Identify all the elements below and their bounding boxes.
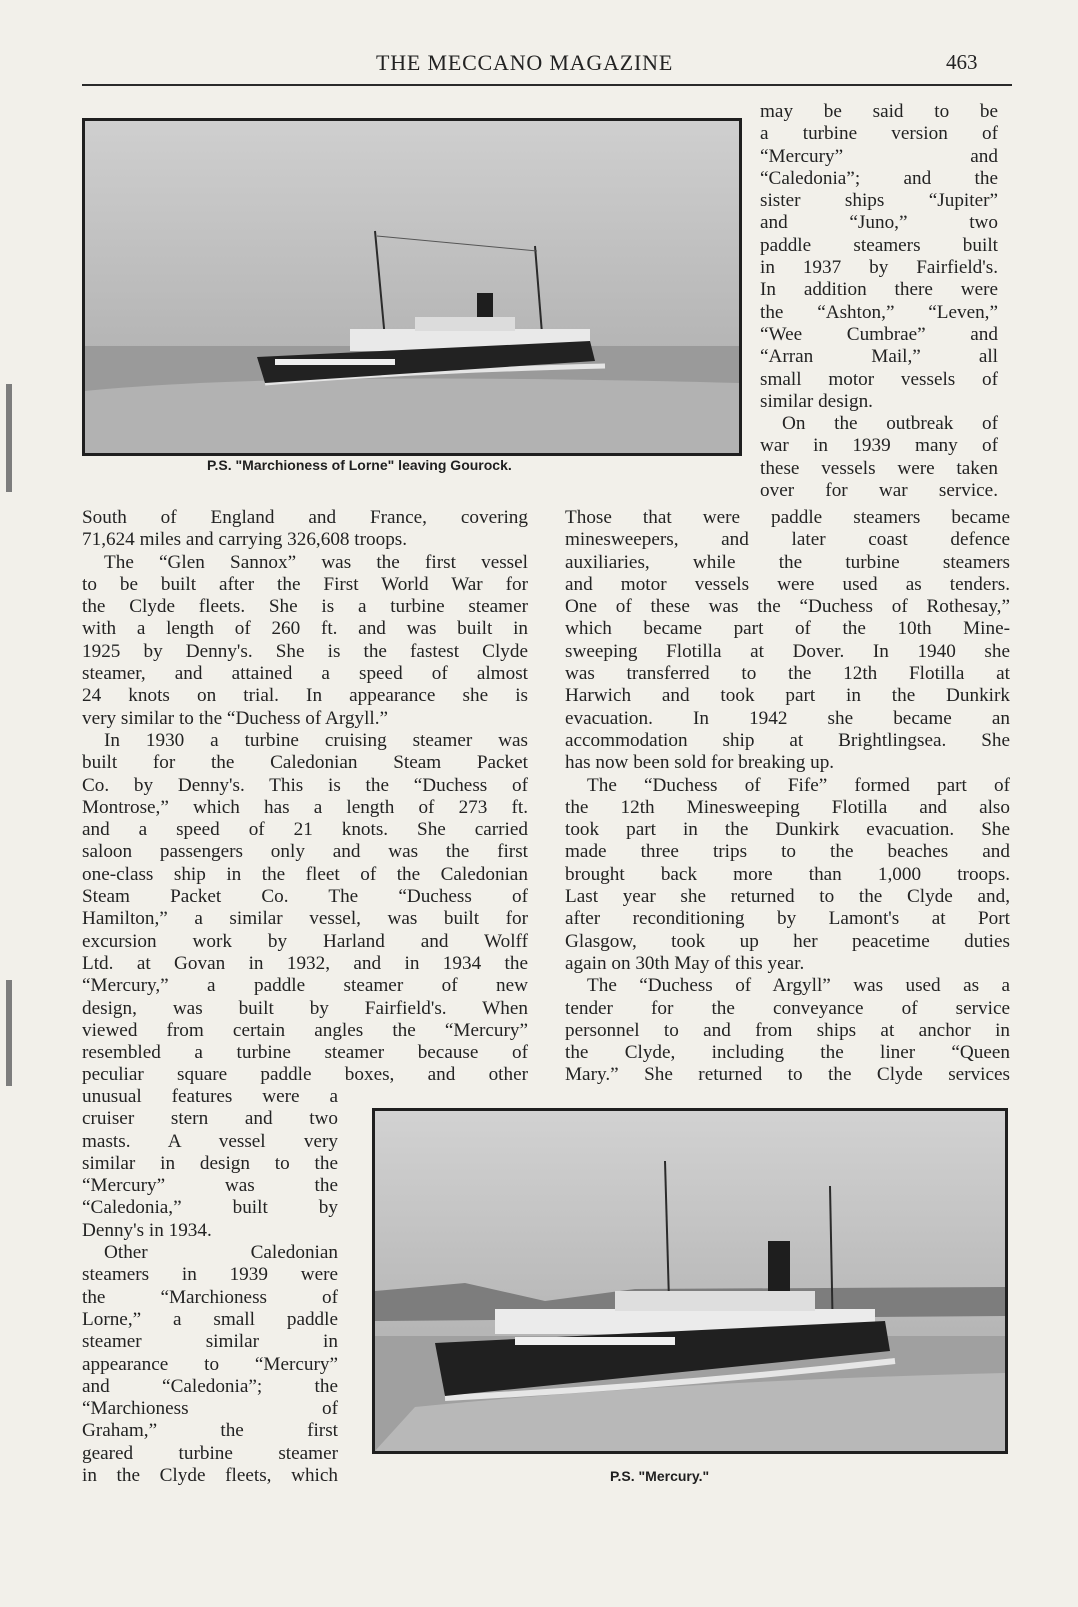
text-line: geared turbine steamer	[82, 1442, 338, 1464]
text-line: to be built after the First World War for	[82, 573, 528, 595]
text-line: Denny's in 1934.	[82, 1219, 212, 1241]
text-line: steamer similar in	[82, 1331, 338, 1353]
text-line: appearance to “Mercury”	[82, 1353, 338, 1375]
text-line: The “Glen Sannox” was the first vessel	[104, 551, 528, 573]
text-line: over for war service.	[760, 480, 998, 502]
text-line: in the Clyde fleets, which	[82, 1465, 338, 1487]
text-column-left	[82, 507, 528, 1087]
text-line: again on 30th May of this year.	[565, 952, 805, 974]
text-line: very similar to the “Duchess of Argyll.”	[82, 707, 389, 729]
text-line: The “Duchess of Argyll” was used as a	[587, 975, 1010, 997]
figure-caption: P.S. "Marchioness of Lorne" leaving Gourock.	[207, 457, 512, 473]
magazine-title: THE MECCANO MAGAZINE	[376, 50, 674, 75]
text-line: the “Marchioness of	[82, 1286, 338, 1308]
text-line: war in 1939 many of	[760, 435, 998, 457]
text-line: has now been sold for breaking up.	[565, 752, 835, 774]
text-line: The “Duchess of Fife” formed part of	[587, 774, 1010, 796]
steamer-photo-graphic	[375, 1111, 1005, 1451]
text-line: cruiser stern and two	[82, 1108, 338, 1130]
scan-margin-mark	[6, 384, 12, 492]
text-line: Harwich and took part in the Dunkirk	[565, 685, 1010, 707]
text-line: Mary.” She returned to the Clyde services	[565, 1064, 1010, 1086]
text-line: minesweepers, and later coast defence	[565, 529, 1010, 551]
text-line: “Caledonia,” built by	[82, 1197, 338, 1219]
text-line: steamer, and attained a speed of almost	[82, 663, 528, 685]
text-line: design, was built by Fairfield's. When	[82, 997, 528, 1019]
text-line: “Mercury” and	[760, 145, 998, 167]
text-line: saloon passengers only and was the first	[82, 841, 528, 863]
text-line: personnel to and from ships at anchor in	[565, 1019, 1010, 1041]
text-line: 24 knots on trial. In appearance she is	[82, 685, 528, 707]
text-line: South of England and France, covering	[82, 507, 528, 528]
text-line: 71,624 miles and carrying 326,608 troops.	[82, 529, 408, 551]
text-line: after reconditioning by Lamont's at Port	[565, 908, 1010, 930]
text-line: evacuation. In 1942 she became an	[565, 707, 1010, 729]
text-line: viewed from certain angles the “Mercury”	[82, 1019, 528, 1041]
text-line: Lorne,” a small paddle	[82, 1308, 338, 1330]
text-line: the “Ashton,” “Leven,”	[760, 301, 998, 323]
text-line: steamers in 1939 were	[82, 1264, 338, 1286]
text-line: accommodation ship at Brightlingsea. She	[565, 729, 1010, 751]
text-line: “Mercury,” a paddle steamer of new	[82, 975, 528, 997]
text-line: one-class ship in the fleet of the Caledonian	[82, 863, 528, 885]
text-line: “Arran Mail,” all	[760, 346, 998, 368]
figure-caption: P.S. "Mercury."	[610, 1468, 710, 1484]
text-line: Those that were paddle steamers became	[565, 507, 1010, 528]
page-number: 463	[946, 50, 978, 74]
text-line: sister ships “Jupiter”	[760, 190, 998, 212]
text-line: Other Caledonian	[104, 1242, 338, 1264]
text-line: Graham,” the first	[82, 1420, 338, 1442]
text-line: Ltd. at Govan in 1932, and in 1934 the	[82, 952, 528, 974]
text-line: 1925 by Denny's. She is the fastest Clyde	[82, 640, 528, 662]
text-line: and “Caledonia”; the	[82, 1375, 338, 1397]
scan-margin-mark	[6, 980, 12, 1086]
text-line: “Mercury” was the	[82, 1175, 338, 1197]
photo-mercury	[372, 1108, 1008, 1454]
text-line: took part in the Dunkirk evacuation. She	[565, 819, 1010, 841]
text-line: similar in design to the	[82, 1152, 338, 1174]
text-line: resembled a turbine steamer because of	[82, 1042, 528, 1064]
text-line: the Clyde fleets. She is a turbine steamer	[82, 596, 528, 618]
text-line: Last year she returned to the Clyde and,	[565, 886, 1010, 908]
photo-marchioness-of-lorne	[82, 118, 742, 456]
text-line: One of these was the “Duchess of Rothesay,”	[565, 596, 1010, 618]
steamer-photo-graphic	[85, 121, 739, 453]
text-line: the 12th Minesweeping Flotilla and also	[565, 796, 1010, 818]
text-line: the Clyde, including the liner “Queen	[565, 1042, 1010, 1064]
text-line: which became part of the 10th Mine-	[565, 618, 1010, 640]
text-line: paddle steamers built	[760, 234, 998, 256]
text-line: sweeping Flotilla at Dover. In 1940 she	[565, 640, 1010, 662]
text-line: built for the Caledonian Steam Packet	[82, 752, 528, 774]
text-line: “Wee Cumbrae” and	[760, 323, 998, 345]
text-line: in 1937 by Fairfield's.	[760, 257, 998, 279]
text-column-left-narrow	[82, 1086, 338, 1487]
text-line: and “Juno,” two	[760, 212, 998, 234]
text-line: In 1930 a turbine cruising steamer was	[104, 729, 528, 751]
text-line: excursion work by Harland and Wolff	[82, 930, 528, 952]
text-line: and a speed of 21 knots. She carried	[82, 819, 528, 841]
text-line: On the outbreak of	[782, 413, 998, 435]
text-line: Montrose,” which has a length of 273 ft.	[82, 796, 528, 818]
text-line: “Marchioness of	[82, 1398, 338, 1420]
text-line: these vessels were taken	[760, 457, 998, 479]
text-line: unusual features were a	[82, 1086, 338, 1107]
text-line: may be said to be	[760, 101, 998, 122]
text-column-top-right	[760, 101, 998, 502]
text-line: In addition there were	[760, 279, 998, 301]
text-line: brought back more than 1,000 troops.	[565, 863, 1010, 885]
text-line: was transferred to the 12th Flotilla at	[565, 663, 1010, 685]
text-line: masts. A vessel very	[82, 1130, 338, 1152]
text-line: small motor vessels of	[760, 368, 998, 390]
text-line: made three trips to the beaches and	[565, 841, 1010, 863]
text-line: Co. by Denny's. This is the “Duchess of	[82, 774, 528, 796]
text-line: a turbine version of	[760, 123, 998, 145]
text-column-right	[565, 507, 1010, 1087]
text-line: auxiliaries, while the turbine steamers	[565, 551, 1010, 573]
text-line: similar design.	[760, 390, 873, 412]
text-line: with a length of 260 ft. and was built in	[82, 618, 528, 640]
text-line: tender for the conveyance of service	[565, 997, 1010, 1019]
text-line: Steam Packet Co. The “Duchess of	[82, 886, 528, 908]
text-line: Glasgow, took up her peacetime duties	[565, 930, 1010, 952]
text-line: peculiar square paddle boxes, and other	[82, 1064, 528, 1086]
text-line: and motor vessels were used as tenders.	[565, 573, 1010, 595]
text-line: “Caledonia”; and the	[760, 167, 998, 189]
header-rule	[82, 84, 1012, 86]
text-line: Hamilton,” a similar vessel, was built for	[82, 908, 528, 930]
